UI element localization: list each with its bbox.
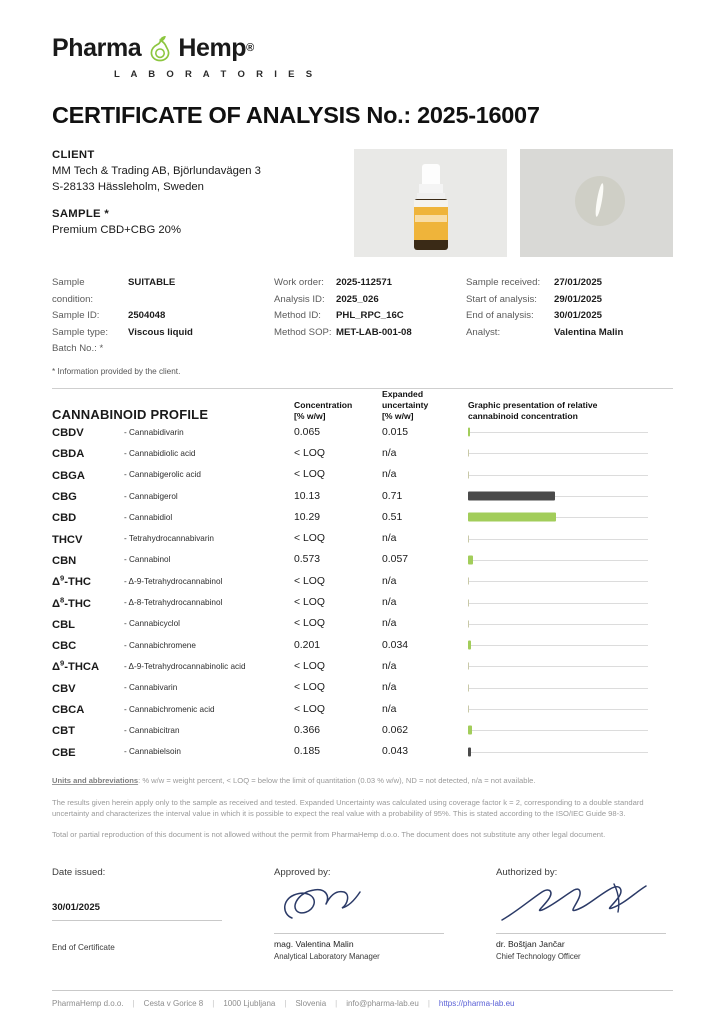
cannabinoid-full-name: - Cannabigerol xyxy=(124,491,178,501)
concentration-value: < LOQ xyxy=(294,703,325,715)
meta-key: Work order: xyxy=(274,277,324,288)
table-row xyxy=(52,592,673,613)
table-row xyxy=(52,549,673,570)
cannabinoid-abbreviation: CBDA xyxy=(52,448,85,461)
meta-key: End of analysis: xyxy=(466,310,534,321)
concentration-value: < LOQ xyxy=(294,597,325,609)
concentration-bar xyxy=(468,641,471,650)
concentration-bar-cell xyxy=(468,422,673,443)
table-row xyxy=(52,741,673,762)
uncertainty-value: 0.057 xyxy=(382,554,409,566)
cannabinoid-full-name: - Cannabicitran xyxy=(124,725,180,735)
table-row xyxy=(52,507,673,528)
cannabinoid-abbreviation: THCV xyxy=(52,533,83,546)
meta-key: Sample condition: xyxy=(52,277,94,305)
concentration-value: 10.29 xyxy=(294,511,321,523)
column-header-uncertainty xyxy=(382,389,468,422)
meta-value: PHL_RPC_16C xyxy=(336,310,404,321)
authorized-by-block xyxy=(496,867,673,961)
authorized-by-role: Chief Technology Officer xyxy=(496,951,581,961)
uncertainty-label2: uncertainty xyxy=(382,399,429,410)
footer-separator: | xyxy=(132,999,135,1008)
concentration-bar-cell xyxy=(468,549,673,570)
approved-by-block xyxy=(274,867,496,961)
cannabinoid-full-name: - Cannabielsoin xyxy=(124,747,181,757)
cannabinoid-abbreviation: CBV xyxy=(52,682,76,695)
meta-value: 2504048 xyxy=(128,310,166,321)
metadata-column-1 xyxy=(52,275,274,358)
footer-divider xyxy=(52,990,673,991)
concentration-bar-cell xyxy=(468,741,673,762)
concentration-bar-cell xyxy=(468,464,673,485)
concentration-bar-cell xyxy=(468,592,673,613)
table-row xyxy=(52,571,673,592)
sample-name: Premium CBD+CBG 20% xyxy=(52,224,182,236)
sample-specimen-photo xyxy=(520,149,673,257)
uncertainty-value: n/a xyxy=(382,447,397,459)
concentration-bar xyxy=(468,726,472,735)
meta-key: Analyst: xyxy=(466,326,501,338)
meta-value: MET-LAB-001-08 xyxy=(336,326,412,338)
cannabinoid-abbreviation: $\Delta^9$-THCA xyxy=(52,658,100,674)
meta-key: Sample ID: xyxy=(52,310,100,321)
hemp-leaf-flask-icon xyxy=(147,34,173,62)
footer-postal: 1000 Ljubljana xyxy=(223,999,276,1008)
meta-key: Batch No.: * xyxy=(52,343,104,354)
footer-email[interactable]: info@pharma-lab.eu xyxy=(346,999,419,1008)
meta-key: Analysis ID: xyxy=(274,293,325,305)
concentration-bar-cell xyxy=(468,720,673,741)
concentration-value: < LOQ xyxy=(294,660,325,672)
date-issued-label: Date issued: xyxy=(52,866,106,878)
reproduction-note: Total or partial reproduction of this document is not allowed without the permit from PharmaHemp d.o.o. The document does not substitute any other legal document. xyxy=(52,830,606,840)
table-row xyxy=(52,634,673,655)
table-row xyxy=(52,677,673,698)
concentration-bar-cell xyxy=(468,443,673,464)
meta-value: 2025_026 xyxy=(336,293,379,305)
registered-trademark-icon: ® xyxy=(246,42,255,54)
concentration-bar xyxy=(468,747,471,756)
meta-value: 30/01/2025 xyxy=(554,310,603,321)
brand-name-part1: Pharma xyxy=(52,33,142,62)
concentration-value: < LOQ xyxy=(294,575,325,587)
concentration-value: 0.573 xyxy=(294,554,321,566)
uncertainty-value: 0.51 xyxy=(382,511,403,523)
uncertainty-value: n/a xyxy=(382,533,397,545)
date-issued-block xyxy=(52,867,274,961)
concentration-bar xyxy=(468,555,473,564)
concentration-bar-cell xyxy=(468,507,673,528)
footer-separator: | xyxy=(284,999,287,1008)
table-row xyxy=(52,613,673,634)
concentration-bar-cell xyxy=(468,528,673,549)
signature-section xyxy=(52,867,673,961)
uncertainty-value: 0.71 xyxy=(382,490,403,502)
metadata-column-3 xyxy=(466,275,623,358)
notes-section xyxy=(52,775,673,841)
concentration-bar xyxy=(468,428,470,437)
end-of-certificate: End of Certificate xyxy=(52,942,115,952)
concentration-bar-cell xyxy=(468,698,673,719)
concentration-value: 10.13 xyxy=(294,490,321,502)
meta-value: Viscous liquid xyxy=(128,326,193,338)
metadata-column-2 xyxy=(274,275,466,358)
table-title: CANNABINOID PROFILE xyxy=(52,406,209,422)
concentration-bar-cell xyxy=(468,656,673,677)
cannabinoid-full-name: - Δ-8-Tetrahydrocannabinol xyxy=(124,598,223,608)
meta-key: Start of analysis: xyxy=(466,293,537,305)
product-bottle-photo xyxy=(354,149,507,257)
uncertainty-value: n/a xyxy=(382,618,397,630)
footer-separator: | xyxy=(335,999,338,1008)
footer-website-link[interactable]: https://pharma-lab.eu xyxy=(438,999,515,1008)
uncertainty-label1: Expanded xyxy=(382,388,424,399)
cannabinoid-full-name: - Cannabidiolic acid xyxy=(124,448,196,458)
meta-value: 2025-112571 xyxy=(336,277,393,288)
brand-name-part2: Hemp xyxy=(178,33,247,62)
table-row xyxy=(52,656,673,677)
uncertainty-value: n/a xyxy=(382,575,397,587)
cannabinoid-abbreviation: CBGA xyxy=(52,469,85,482)
page-title: CERTIFICATE OF ANALYSIS No.: 2025-16007 xyxy=(52,102,540,128)
concentration-bar-cell xyxy=(468,571,673,592)
brand-subtitle: L A B O R A T O R I E S xyxy=(114,69,317,80)
cannabinoid-abbreviation: CBG xyxy=(52,491,77,504)
concentration-value: < LOQ xyxy=(294,447,325,459)
page-footer xyxy=(52,990,673,1008)
meta-key: Method SOP: xyxy=(274,326,332,338)
cannabinoid-abbreviation: CBDV xyxy=(52,427,84,440)
authorized-by-label: Authorized by: xyxy=(496,866,558,878)
uncertainty-unit: [% w/w] xyxy=(382,410,414,421)
footer-company: PharmaHemp d.o.o. xyxy=(52,999,124,1008)
cannabinoid-full-name: - Cannabinol xyxy=(124,555,171,565)
cannabinoid-abbreviation: CBC xyxy=(52,640,77,653)
meta-value: 29/01/2025 xyxy=(554,293,603,305)
cannabinoid-full-name: - Cannabidivarin xyxy=(124,427,184,437)
signature-rule xyxy=(496,933,666,934)
concentration-bar-cell xyxy=(468,613,673,634)
footer-street: Cesta v Gorice 8 xyxy=(143,999,204,1008)
table-row xyxy=(52,698,673,719)
brand-logo xyxy=(52,0,673,80)
uncertainty-value: n/a xyxy=(382,682,397,694)
meta-key: Method ID: xyxy=(274,310,321,321)
cannabinoid-abbreviation: CBCA xyxy=(52,704,85,716)
concentration-value: 0.366 xyxy=(294,724,321,736)
meta-value: Valentina Malin xyxy=(554,326,624,338)
cannabinoid-abbreviation: $\Delta^9$-THC xyxy=(52,573,91,589)
cannabinoid-abbreviation: CBT xyxy=(52,725,75,738)
concentration-bar-cell xyxy=(468,485,673,506)
cannabinoid-abbreviation: CBL xyxy=(52,618,75,631)
cannabinoid-full-name: - Δ-9-Tetrahydrocannabinol xyxy=(124,576,223,586)
approved-by-name: mag. Valentina Malin xyxy=(274,938,354,949)
concentration-value: < LOQ xyxy=(294,469,325,481)
column-header-concentration xyxy=(294,389,382,422)
concentration-value: 0.185 xyxy=(294,746,321,758)
approved-signature-image xyxy=(274,878,496,926)
signature-rule xyxy=(274,933,444,934)
uncertainty-value: 0.034 xyxy=(382,639,409,651)
approved-by-label: Approved by: xyxy=(274,866,331,878)
table-row xyxy=(52,528,673,549)
concentration-value: < LOQ xyxy=(294,682,325,694)
client-address-line2: S-28133 Hässleholm, Sweden xyxy=(52,181,204,193)
cannabinoid-profile-table xyxy=(52,389,673,763)
approved-by-role: Analytical Laboratory Manager xyxy=(274,951,380,961)
uncertainty-value: n/a xyxy=(382,660,397,672)
sample-heading: SAMPLE * xyxy=(52,208,110,220)
cannabinoid-abbreviation: CBD xyxy=(52,512,77,525)
units-text: : % w/w = weight percent, < LOQ = below the limit of quantitation (0.03 % w/w), ND = not detected, n/a = not available. xyxy=(138,776,536,786)
footer-separator: | xyxy=(212,999,215,1008)
table-row xyxy=(52,443,673,464)
cannabinoid-full-name: - Tetrahydrocannabivarin xyxy=(124,534,214,544)
cannabinoid-full-name: - Cannabivarin xyxy=(124,683,178,693)
units-abbreviations-note xyxy=(52,775,673,786)
meta-key: Sample type: xyxy=(52,326,108,338)
uncertainty-value: n/a xyxy=(382,469,397,481)
meta-value: 27/01/2025 xyxy=(554,277,603,288)
concentration-bar-cell xyxy=(468,634,673,655)
cannabinoid-abbreviation: CBE xyxy=(52,746,76,759)
footer-country: Slovenia xyxy=(295,999,327,1008)
uncertainty-value: n/a xyxy=(382,703,397,715)
table-row xyxy=(52,464,673,485)
cannabinoid-full-name: - Cannabigerolic acid xyxy=(124,470,201,480)
cannabinoid-abbreviation: CBN xyxy=(52,554,77,567)
cannabinoid-full-name: - Cannabichromenic acid xyxy=(124,704,215,714)
date-issued-value: 30/01/2025 xyxy=(52,901,101,913)
client-info-footnote: * Information provided by the client. xyxy=(52,366,181,376)
meta-value: SUITABLE xyxy=(128,277,176,288)
table-row xyxy=(52,422,673,443)
meta-key: Sample received: xyxy=(466,277,541,288)
concentration-value: < LOQ xyxy=(294,533,325,545)
uncertainty-value: 0.043 xyxy=(382,746,409,758)
concentration-value: 0.201 xyxy=(294,639,321,651)
cannabinoid-full-name: - Cannabicyclol xyxy=(124,619,180,629)
cannabinoid-full-name: - Δ-9-Tetrahydrocannabinolic acid xyxy=(124,661,246,671)
uncertainty-value: n/a xyxy=(382,597,397,609)
concentration-value: < LOQ xyxy=(294,618,325,630)
concentration-bar-cell xyxy=(468,677,673,698)
sample-metadata xyxy=(52,275,673,358)
results-note: The results given herein apply only to the sample as received and tested. Expanded Uncertainty was calculated using coverage factor k = 2, corresponding to a double standard uncertainty and characterizes the interval value in which it is possible to expect the real value with a probability of 95%. This is stated according to the ISO/IEC Guide 98-3. xyxy=(52,797,644,819)
concentration-label: Concentration xyxy=(294,399,353,410)
authorized-by-name: dr. Boštjan Jančar xyxy=(496,938,565,949)
concentration-bar xyxy=(468,492,555,501)
uncertainty-value: 0.015 xyxy=(382,426,409,438)
client-address-line1: MM Tech & Trading AB, Björlundavägen 3 xyxy=(52,165,261,177)
concentration-unit: [% w/w] xyxy=(294,410,326,421)
table-row xyxy=(52,720,673,741)
concentration-value: 0.065 xyxy=(294,426,321,438)
table-row xyxy=(52,485,673,506)
graph-label1: Graphic presentation of relative xyxy=(468,399,598,410)
graph-label2: cannabinoid concentration xyxy=(468,410,578,421)
cannabinoid-full-name: - Cannabichromene xyxy=(124,640,196,650)
signature-rule xyxy=(52,920,222,921)
uncertainty-value: 0.062 xyxy=(382,724,409,736)
cannabinoid-abbreviation: $\Delta^8$-THC xyxy=(52,594,91,610)
footer-separator: | xyxy=(427,999,430,1008)
authorized-signature-image xyxy=(496,878,673,926)
cannabinoid-full-name: - Cannabidiol xyxy=(124,512,173,522)
column-header-graph xyxy=(468,389,673,422)
client-heading: CLIENT xyxy=(52,149,95,161)
concentration-bar xyxy=(468,513,556,522)
units-label: Units and abbreviations xyxy=(52,776,139,786)
